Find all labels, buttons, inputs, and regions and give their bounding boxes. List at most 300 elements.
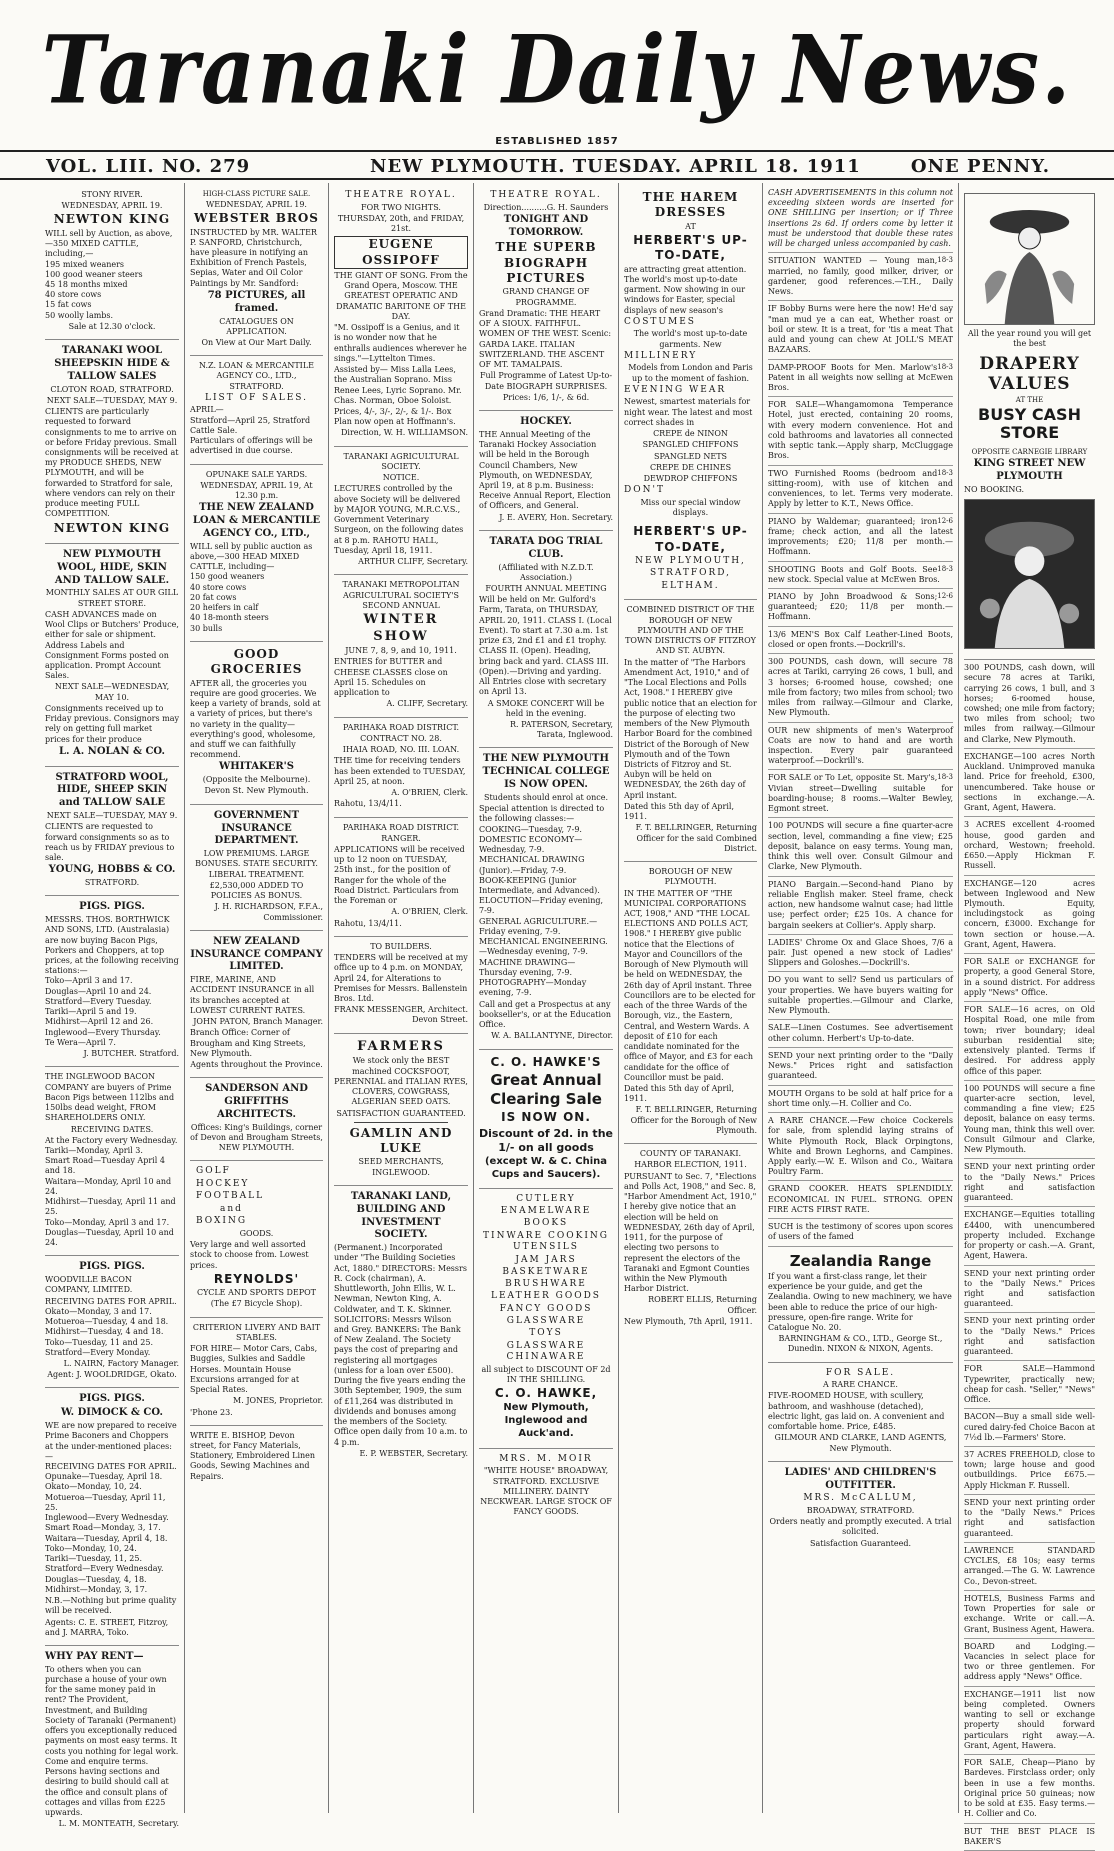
ad-signature: M. JONES, Proprietor.: [233, 1396, 323, 1406]
page-columns: [40, 183, 1100, 1846]
ad-body-2: Consignments received up to Friday previous. Consignors may rely on getting full market prices for their produce: [45, 703, 179, 744]
ad-title: PIGS. PIGS.: [79, 1393, 145, 1405]
ad-biograph: [479, 185, 613, 411]
volume-number: VOL. LIII. NO. 279: [46, 156, 251, 177]
ad-title: WHY PAY RENT—: [45, 1650, 144, 1662]
newspaper-title: Taranaki Daily News.: [41, 14, 1073, 125]
ad-title: TARANAKI AGRICULTURAL SOCIETY.: [343, 451, 459, 471]
ad-title: OPUNAKE SALE YARDS.: [205, 469, 308, 479]
ad-places: New Plymouth, Inglewood and Auck'and.: [503, 1402, 589, 1439]
ad-advertiser: C. O. HAWKE,: [494, 1386, 598, 1401]
ad-date: Rahotu, 13/4/11.: [334, 799, 402, 809]
ad-title: PIGS. PIGS.: [79, 901, 145, 913]
ad-zealandia-range: [768, 1247, 953, 1363]
ad-place: CLOTON ROAD, STRATFORD.: [50, 384, 174, 394]
classified-ad: [964, 1824, 1095, 1851]
ad-headline: Great Annual Clearing Sale: [490, 1070, 602, 1109]
ad-subtitle: GRAND CHANGE OF PROGRAMME.: [502, 287, 590, 307]
classified-ad: [964, 1495, 1095, 1543]
ad-text: PIANO by Waldemar; guaranteed; iron frame; check action, and all the latest improvements; £20; 11/8 per month.—Hoffmann.: [768, 516, 953, 557]
branch-place: NEW PLYMOUTH,: [635, 555, 746, 566]
ad-body: FIVE-ROOMED HOUSE, with scullery, bathroom, and washhouse (detached), electric light, gas laid on. A convenient and comfortable home. Price, £485.: [768, 1391, 945, 1432]
ad-meeting: FOURTH ANNUAL MEETING: [485, 583, 607, 593]
ad-subtitle: SEED MERCHANTS, INGLEWOOD.: [358, 1157, 444, 1177]
ad-headline: Zealandia Range: [789, 1251, 932, 1270]
ad-headline: WINTER SHOW: [363, 611, 439, 644]
classified-ad: [768, 654, 953, 722]
classified-ad: [964, 1207, 1095, 1265]
ad-title: N.Z. LOAN & MERCANTILE AGENCY CO., LTD., STRATFORD.: [199, 361, 314, 391]
ad-text: PIANO Bargain.—Second-hand Piano by reliable English maker. Steel frame, check action, new handsome walnut case; had little use; perfect order; £25 10s. A chance for bargain seekers at Collier's. Apply sharp.: [768, 879, 953, 930]
ad-at: AT: [685, 221, 696, 231]
ad-body: Offices: King's Buildings, corner of Devon and Brougham Streets, NEW PLYMOUTH.: [190, 1122, 323, 1153]
ad-text: FOR SALE or To Let, opposite St. Mary's, Vivian street—Dwelling suitable for boarding-house; 8 rooms.—Walter Bewley, Egmont street.: [768, 773, 953, 814]
ad-signature: ROBERT ELLIS, Returning Officer.: [648, 1295, 757, 1315]
ad-place: (The £7 Bicycle Shop).: [210, 1299, 303, 1309]
fabric-item: SPANGLED CHIFFONS: [642, 440, 739, 450]
ad-signature: Direction, W. H. WILLIAMSON.: [340, 428, 468, 438]
ad-county-election: [624, 1144, 757, 1334]
ad-date: THURSDAY, 20th, and FRIDAY, 21st.: [337, 213, 465, 233]
ad-guarantee: Satisfaction Guaranteed.: [809, 1538, 912, 1548]
ad-text: GRAND COOKER. HEATS SPLENDIDLY. ECONOMICAL IN FUEL. STRONG. OPEN FIRE ACTS FIRST RATE.: [768, 1184, 953, 1214]
ad-hockey: [479, 411, 613, 531]
ad-text: DAMP-PROOF Boots for Men. Marlow's Patent in all weights now selling at McEwen Bros.: [768, 362, 953, 392]
ad-bishop: [190, 1426, 323, 1489]
goods-line: BOOKS: [523, 1218, 569, 1229]
classified-ad: [964, 954, 1095, 1002]
classified-ad: [768, 877, 953, 935]
ad-inglewood-bacon: [45, 1067, 179, 1256]
ad-body: Very large and well assorted stock to choose from. Lowest prices.: [190, 1240, 309, 1270]
classified-ad: [964, 876, 1095, 955]
ad-advertiser: WHITAKER'S: [219, 761, 294, 773]
ad-note: Sale at 12.30 o'clock.: [68, 321, 156, 331]
ad-stratford-wool: [45, 767, 179, 897]
ad-opunake-yards: [190, 465, 323, 642]
ad-body: THE INGLEWOOD BACON COMPANY are buyers of Prime Bacon Pigs between 112lbs and 150lbs dead weight, FROM SHAREHOLDERS ONLY.: [45, 1072, 175, 1123]
ad-ossipoff: [334, 185, 468, 447]
ad-parihaka-contract: [334, 718, 468, 818]
classified-ad: [964, 749, 1095, 817]
ad-headline: FARMERS: [357, 1038, 445, 1054]
ad-architects: [190, 1078, 323, 1161]
fabric-item: CREPE de NINON: [653, 429, 728, 439]
ad-body: CLIENTS are requested to forward consignments so as to reach us by FRIDAY previous to sale.: [45, 822, 175, 862]
ad-agents: Agents: C. E. STREET, Fitzroy, and J. MARRA, Toko.: [45, 1617, 169, 1637]
ad-subtitle: GOODS.: [239, 1228, 274, 1238]
classified-ad: [964, 1639, 1095, 1687]
ad-signature: F. T. BELLRINGER, Returning Officer for the Borough of New Plymouth.: [630, 1105, 757, 1135]
column-3: [329, 183, 474, 1813]
ad-date: New Plymouth, 7th April, 1911.: [624, 1316, 753, 1326]
ad-section: EVENING WEAR: [624, 384, 727, 395]
ad-advertiser: GAMLIN AND LUKE: [349, 1125, 453, 1156]
ad-text: EXCHANGE—1911 list now being completed. Owners wanting to sell or exchange property should forward particulars right away.—A. Grant, Agent, Hawera.: [964, 1689, 1095, 1750]
sport-word: GOLF: [196, 1166, 231, 1177]
ad-next-sale: NEXT SALE—TUESDAY, MAY 9.: [46, 811, 178, 821]
classified-ad: [768, 253, 953, 301]
ad-text: SEND your next printing order to the "Daily News." Prices right and satisfaction guaranteed.: [768, 1050, 953, 1081]
ad-body: PURSUANT to Sec. 7, "Elections and Polls Act, 1908," and Sec. 8, "Harbor Amendment Act, 1910," I hereby give notice that an election will be held on WEDNESDAY, 26th day of April, 1911, for the purpose of electing two persons to represent the electors of the Taranaki and Egmont Counties within the New Plymouth Harbor District.: [624, 1171, 757, 1294]
ad-body: WOODVILLE BACON COMPANY, LIMITED.: [45, 1275, 133, 1295]
classified-ad: [964, 1591, 1095, 1639]
ad-text: 300 POUNDS, cash down, will secure 78 acres at Tariki, carrying 26 cows, 1 bull, and 3 horses; 6-roomed house, cowshed; one mile from factory; two miles from school; two miles from railway.—Gilmour and Clarke, New Plymouth.: [964, 663, 1095, 744]
ad-parihaka-ranger: [334, 818, 468, 937]
ad-date: WEDNESDAY, APRIL 19, At 12.30 p.m.: [200, 480, 313, 501]
column-7: [959, 183, 1100, 1846]
ad-text: SEND your next printing order to the "Daily News." Prices right and satisfaction guaranteed.: [964, 1316, 1095, 1357]
ad-place: Devon St. New Plymouth.: [204, 786, 309, 796]
ad-title: HIGH-CLASS PICTURE SALE.: [202, 190, 311, 198]
classified-ad: [768, 514, 953, 562]
ad-text: BACON—Buy a small side well-cured dairy-fed Choice Bacon at 7½d lb.—Farmers' Store.: [964, 1412, 1095, 1442]
ad-body: WILL sell by Auction, as above,—350 MIXED CATTLE, including,— 195 mixed weaners 100 good weaner steers 45 18 months mixed 40 store cows 15 fat cows 50 woolly lambs.: [45, 228, 173, 320]
ad-catalogue: CATALOGUES ON APPLICATION.: [219, 316, 294, 336]
ad-agri-society: [334, 447, 468, 576]
ad-subtitle: MONTHLY SALES AT OUR GILL STREET STORE.: [45, 588, 179, 608]
ad-code: 12-6: [937, 591, 953, 600]
ad-borthwick-pigs: [45, 896, 179, 1067]
fabric-item: SPANGLED NETS: [653, 451, 728, 461]
ad-title: GOVERNMENT INSURANCE DEPARTMENT.: [213, 809, 300, 847]
ad-body: Will be held on Mr. Gulford's Farm, Tarata, on THURSDAY, APRIL 20, 1911. CLASS I. (Local Event). To start at 7.30 a.m. 1st prize £3, 2nd £1 and £1 trophy. CLASS II. (Open). Heading, bring back and yard. CLASS III. (Open).—Driving and yarding. All Entries close with secretary on April 13.: [479, 595, 612, 697]
masthead: [0, 0, 1114, 150]
goods-line: GLASSWARE CHINAWARE: [506, 1340, 586, 1363]
ad-nz-insurance: [190, 931, 323, 1079]
classified-ad: [964, 1361, 1095, 1409]
goods-line: TOYS: [529, 1328, 563, 1339]
ad-outfitter: [768, 1462, 953, 1556]
ad-text: 300 POUNDS, cash down, will secure 78 acres at Tariki, carrying 26 cows, 1 bull, and 3 horses; 6-roomed house, cowshed; one mile from factory; two miles from school; two miles from railway.—Gilmour and Clarke, New Plymouth.: [768, 657, 953, 718]
ad-bonus: £2,530,000 ADDED TO POLICIES AS BONUS.: [209, 880, 304, 901]
ad-advertiser: YOUNG, HOBBS & CO.: [48, 864, 176, 876]
ad-body: THE time for receiving tenders has been extended to TUESDAY, April 25, at noon.: [334, 756, 466, 786]
ad-body: TENDERS will be received at my office up to 4 p.m. on MONDAY, April 24, for Alterations to Premises for Messrs. Ballenstein Bros. Ltd.: [334, 953, 468, 1004]
ad-subtitle: CONTRACT NO. 28.: [360, 733, 442, 743]
classified-ad: [768, 1181, 953, 1219]
ad-text: SHOOTING Boots and Golf Boots. See new stock. Special value at McEwen Bros.: [768, 564, 940, 584]
ad-text: HOTELS, Business Farms and Town Properties for sale or exchange. Write or call.—A. Grant, Business Agent, Hawera.: [964, 1593, 1095, 1634]
sport-word: FOOTBALL: [196, 1191, 265, 1202]
ad-signature: A. O'BRIEN, Clerk.: [391, 907, 468, 917]
ad-text: OUR new shipments of men's Waterproof Coats are now to hand and are worth inspection. Every pair guaranteed waterproof.—Dockrill's.: [768, 725, 953, 766]
ad-body: APRIL— Stratford—April 25, Stratford Cattle Sale. Particulars of offerings will be advertised in due course.: [190, 405, 313, 456]
ad-code: 18-3: [937, 256, 953, 265]
ad-body: To others when you can purchase a house of your own for the same money paid in rent? The Provident, Investment, and Building Society of Taranaki (Permanent) offers you exceptionally reduced payments on most easy terms. It costs you nothing for legal work. Come and enquire terms. Persons having sections and desiring to build should call at the office and consult plans of cottages and villas from £225 upwards.: [45, 1664, 179, 1818]
column-5: [619, 183, 763, 1813]
classified-ad: [964, 1266, 1095, 1314]
ad-title: CRITERION LIVERY AND BAIT STABLES.: [192, 1322, 321, 1342]
ad-technical-college: [479, 748, 613, 1049]
classified-ad: [964, 1409, 1095, 1447]
ad-subtitle: RECEIVING DATES.: [70, 1124, 154, 1134]
ad-miss: Miss our special window displays.: [640, 497, 741, 517]
ad-text: SITUATION WANTED — Young man, married, no family, good milker, driver, or gardener, good references.—T.H., Daily News.: [768, 256, 953, 297]
ad-guarantee: SATISFACTION GUARANTEED.: [336, 1108, 466, 1118]
ad-body: APPLICATIONS will be received up to 12 noon on TUESDAY, 25th inst., for the position of Ranger for the whole of the Road District. Particulars from the Foreman or: [334, 844, 465, 906]
ad-title: TO BUILDERS.: [370, 941, 432, 951]
ad-office: Branch Office: Corner of Brougham and King Streets, New Plymouth.: [190, 1028, 306, 1058]
ad-title: TARANAKI METROPOLITAN AGRICULTURAL SOCIETY'S SECOND ANNUAL: [342, 580, 460, 610]
divider: [354, 1122, 448, 1123]
ad-good-groceries: [190, 642, 323, 805]
ad-body: "WHITE HOUSE" BROADWAY, STRATFORD. EXCLUSIVE MILLINERY. DAINTY NECKWEAR. LARGE STOCK OF FANCY GOODS.: [480, 1466, 612, 1517]
classified-ad: [768, 1048, 953, 1086]
classified-ad: [768, 301, 953, 359]
ad-body: FOR HIRE— Motor Cars, Cabs, Buggies, Sulkies and Saddle Horses. Mountain House Excursions arranged for at Special Rates.: [190, 1344, 318, 1395]
ad-title: HOCKEY.: [520, 416, 572, 427]
ad-title: PARIHAKA ROAD DISTRICT.: [342, 822, 460, 832]
ad-phone: 'Phone 23.: [190, 1407, 233, 1417]
ad-text: SUCH is the testimony of scores upon scores of users of the famed: [768, 1222, 953, 1242]
ad-text: SEND your next printing order to the "Daily News." Prices right and satisfaction guaranteed.: [964, 1268, 1095, 1309]
goods-line: JAM JARS: [515, 1254, 577, 1265]
goods-line: LEATHER GOODS: [491, 1291, 601, 1302]
classified-ad: [964, 1447, 1095, 1495]
classified-ad: [768, 397, 953, 465]
established-line: ESTABLISHED 1857: [495, 136, 619, 147]
ad-dont: DON'T: [624, 485, 665, 496]
ad-code: 18-3: [937, 468, 953, 477]
ad-body-2: The world's most up-to-date garments. New: [633, 329, 748, 349]
ad-signature: J. H. RICHARDSON, F.F.A., Commissioner.: [214, 902, 323, 922]
cash-ad-rates: CASH ADVERTISEMENTS in this column not exceeding sixteen words are inserted for ONE SHILLING per insertion; or if Three insertions 2s 6d. If orders come by letter it must be understood that double these rates will be charged unless accompanied by cash.: [768, 185, 953, 253]
ad-text: TWO Furnished Rooms (bedroom and sitting-room), with use of kitchen and conveniences, to let. Terms very moderate. Apply by letter to K.T., News Office.: [768, 468, 953, 509]
ad-subtitle: HARBOR ELECTION, 1911.: [634, 1160, 747, 1170]
classified-list: [964, 660, 1095, 1851]
ad-opposite: OPPOSITE CARNEGIE LIBRARY: [971, 448, 1088, 457]
ad-body-4: Newest, smartest materials for night wear. The latest and most correct shades in: [624, 397, 753, 427]
ad-body: LECTURES controlled by the above Society will be delivered by MAJOR YOUNG, M.R.C.V.S., Government Veterinary Surgeon, on the following dates at 8 p.m. RAHOTU HALL, Tuesday, April 18, 1911.: [334, 484, 464, 555]
ad-body: AFTER all, the groceries you require are good groceries. We keep a variety of brands, sold at a variety of prices, but there's no variety in the quality—everything's good, wholesome, and stuff we can faithfully recommend.: [190, 678, 321, 760]
ad-date: WEDNESDAY, APRIL 19.: [206, 199, 307, 209]
ad-body: If you want a first-class range, let their experience be your guide, and get the Zealandia. Owing to new machinery, we have been able to reduce the price of our high-pressure, open-fire range. Write for Catalogue No. 20.: [768, 1271, 952, 1332]
ad-woodville-bacon: [45, 1256, 179, 1388]
ad-store-name: BUSY CASH STORE: [978, 404, 1081, 442]
ad-text: EXCHANGE—Equities totalling £4400, with unencumbered property included. Exchange for property or cash.—A. Grant, Agent, Hawera.: [964, 1210, 1095, 1261]
ad-road: IHAIA ROAD, NO. III. LOAN.: [342, 745, 460, 755]
classified-ad: [768, 360, 953, 398]
ad-text: IF Bobby Burns were here the now! He'd say "man mud ye a can eat, Whether roast or boil or stew. It is a treat, for 'tis a meat That auld and young can chew At JOLL'S MEAT BAZAARS.: [768, 304, 953, 355]
ad-title: PARIHAKA ROAD DISTRICT.: [342, 722, 460, 732]
ad-text: LADIES' Chrome Ox and Glace Shoes, 7/6 a pair. Just opened a new stock of Ladies' Slippers and Goloshes.—Dockrill's.: [768, 937, 953, 968]
classified-ad: [964, 817, 1095, 875]
ad-discount: all subject to DISCOUNT OF 2d IN THE SHILLING.: [481, 1364, 611, 1384]
price: ONE PENNY.: [910, 156, 1050, 177]
ad-text: 100 POUNDS will secure a fine quarter-acre section, level, commanding a fine view; £25 deposit, balance on easy terms. Young man, think this well over. Consult Gilmour and Clarke, New Plymouth.: [964, 1083, 1095, 1155]
ad-body: We stock only the BEST machined COCKSFOOT, PERENNIAL and ITALIAN RYES, CLOVERS, COWGRASS, ALGERIAN SEED OATS.: [334, 1056, 468, 1107]
ad-prices: Prices, 4/-, 3/-, 2/-, & 1/-. Box Plan now open at Hoffmann's.: [334, 406, 456, 427]
ad-advertiser: WEBSTER BROS: [194, 211, 319, 226]
ad-advertiser: HERBERT'S UP-TO-DATE,: [633, 232, 748, 263]
ad-busy-cash-store: [964, 185, 1095, 660]
ad-farmers-seed: [334, 1034, 468, 1186]
ad-signature: A. CLIFF, Secretary.: [386, 699, 468, 709]
ad-programme: Full Programme of Latest Up-to-Date BIOGRAPH SURPRISES.: [479, 371, 613, 391]
ad-title: TARANAKI WOOL SHEEPSKIN HIDE & TALLOW SALES: [54, 345, 170, 382]
ad-body: WILL sell by public auction as above,—300 HEAD MIXED CATTLE, including— 150 good weaners 40 store cows 20 fat cows 20 heifers in calf 40 18-month steers 30 bulls: [190, 541, 313, 633]
ad-text: SEND your next printing order to the "Daily News." Prices right and satisfaction guaranteed.: [964, 1162, 1095, 1203]
ad-text: FOR SALE or EXCHANGE for property, a good General Store, in a sound district. For address apply "News" Office.: [964, 957, 1095, 997]
ad-text: FOR SALE, Cheap—Piano by Bardeves. Firstclass order; only been in use a few months. Original price 50 guineas; now to be sold at £35. Easy terms.—H. Collier and Co.: [964, 1758, 1095, 1819]
ad-signature: J. E. AVERY, Hon. Secretary.: [499, 512, 613, 522]
classified-ad: [964, 1543, 1095, 1591]
ad-text: EXCHANGE—120 acres between Inglewood and New Plymouth. Equity, includingstock as going concern, £3000. Exchange for town section or house.—A. Grant, Agent, Hawera.: [964, 878, 1095, 949]
ad-signature: JOHN PATON, Branch Manager.: [193, 1017, 323, 1027]
classified-ad: [964, 1687, 1095, 1755]
ad-text: BUT THE BEST PLACE IS BAKER'S: [964, 1826, 1095, 1846]
ad-quote: "M. Ossipoff is a Genius, and it is no wonder now that he enthralls audiences wherever he sings."—Lyttelton Times.: [334, 323, 467, 363]
classified-ad: [964, 660, 1095, 749]
ad-body: WE are now prepared to receive Prime Baconers and Choppers at the under-mentioned places:— RECEIVING DATES FOR APRIL. Opunake—Tuesday, April 18. Okato—Monday, 10, 24. Motueroa—Tuesday, April 11, 25. Inglewood—Every Wednesday. Smart Road—Monday, 3, 17. Waitara—Tuesday, April 4, 18. Toko—Monday, 10, 24. Tariki—Tuesday, 11, 25. Stratford—Every Wednesday. Douglas—Tuesday, 4, 18. Midhirst—Monday, 3, 17.: [45, 1421, 177, 1594]
ad-title: THEATRE ROYAL.: [490, 190, 602, 200]
ad-code: 18-3: [937, 564, 953, 573]
ad-to-builders: [334, 937, 468, 1034]
ad-house-sale: [768, 1363, 953, 1462]
ad-borough-election: [624, 862, 757, 1144]
ad-code: 18-3: [937, 362, 953, 371]
classified-ad: [768, 1020, 953, 1047]
ad-body: MESSRS. THOS. BORTHWICK AND SONS, LTD. (Australasia) are now buying Bacon Pigs, Porkers and Choppers, at top prices, at the following receiving stations:— Toko—April 3 and 17. Douglas—April 10 and 24. Stratford—Every Tuesday. Tariki—April 5 and 19. Midhirst—April 12 and 26. Inglewood—Every Thursday. Te Wera—April 7.: [45, 915, 179, 1047]
ad-signature: FRANK MESSENGER, Architect. Devon Street.: [334, 1005, 468, 1025]
ad-body: Grand Dramatic: THE HEART OF A SIOUX. FAITHFUL. WOMEN OF THE WEST. Scenic: GARDA LAKE. ITALIAN SWITZERLAND. THE ASCENT OF MT. TAMALPAIS.: [479, 308, 612, 370]
ad-headline: DRAPERY VALUES: [979, 354, 1080, 395]
ad-smoke: A SMOKE CONCERT Will be held in the evening.: [487, 698, 605, 718]
ad-direction: Direction..........G. H. Saunders: [483, 202, 609, 212]
ad-place: STRATFORD.: [84, 878, 140, 888]
ad-prices: Prices: 1/6, 1/-, & 6d.: [502, 392, 590, 402]
ad-reynolds-sports: [190, 1161, 323, 1317]
ad-exception: (except W. & C. China Cups and Saucers).: [484, 1155, 607, 1180]
ad-next-sale: NEXT SALE—TUESDAY, MAY 9.: [46, 395, 178, 405]
classified-ad: [768, 723, 953, 771]
ad-title: GOOD GROCERIES: [210, 646, 303, 677]
ad-body: (Permanent.) Incorporated under "The Building Societies Act, 1880." DIRECTORS: Messrs R. Cock (chairman), A. Shuttleworth, John Ellis, W. L. Newman, Newton King, A. Coldwater, and T. K. Skinner. SOLICITORS: Messrs Wilson and Grey. BANKERS: The Bank of New Zealand. The Society pays the cost of preparing and registering all mortgages (unless for a loan over £500). During the five years ending the 30th September, 1909, the sum of £11,264 was distributed in dividends and bonuses among the members of the Society. Office open daily from 10 a.m. to 4 p.m.: [334, 1243, 468, 1447]
ad-subtitle: A RARE CHANCE.: [823, 1380, 898, 1390]
ad-title: THE HAREM DRESSES: [642, 190, 739, 220]
ad-signature: GILMOUR AND CLARKE, LAND AGENTS, New Plymouth.: [774, 1433, 947, 1453]
goods-line: CUTLERY ENAMELWARE: [500, 1194, 592, 1216]
ad-stony-river: [45, 185, 179, 340]
ad-signature: L. NAIRN, Factory Manager.: [63, 1359, 179, 1368]
ad-body: Special attention is directed to the following classes:— COOKING—Tuesday, 7-9. DOMESTIC ECONOMY—Wednesday, 7-9. MECHANICAL DRAWING (Junior).—Friday, 7-9. BOOK-KEEPING (Junior Intermediate, and Advanced). ELOCUTION—Friday evening, 7-9. GENERAL AGRICULTURE.—Friday evening, 7-9. MECHANICAL ENGINEERING.—Wednesday evening, 7-9. MACHINE DRAWING—Thursday evening, 7-9. PHOTOGRAPHY—Monday evening, 7-9.: [479, 804, 608, 998]
ad-dates: RECEIVING DATES FOR APRIL. Okato—Monday, 3 and 17. Motueroa—Tuesday, 4 and 18. Midhirst—Tuesday, 4 and 18. Toko—Tuesday, 11 and 25. Stratford—Every Monday.: [45, 1296, 177, 1357]
ad-address: KING STREET NEW PLYMOUTH: [973, 458, 1086, 483]
ad-body: WRITE E. BISHOP, Devon street, for Fancy Materials, Stationery, Embroidered Linen Goods, Sewing Machines and Repairs.: [190, 1430, 316, 1481]
sport-word: BOXING: [196, 1216, 248, 1227]
ad-text: 100 POUNDS will secure a fine quarter-acre section, level, commanding a fine view; £25 deposit, balance on easy terms. Young man, think this well over. Consult Gilmour and Clarke, New Plymouth.: [768, 821, 953, 872]
ad-intro: All the year round you will get the best: [967, 329, 1092, 349]
classified-ad: [768, 589, 953, 627]
ad-advertiser: MRS. M. MOIR: [499, 1453, 593, 1464]
classified-ad: [964, 1002, 1095, 1081]
ad-title: STRATFORD WOOL, HIDE, SHEEP SKIN and TALLOW SALE: [55, 771, 169, 809]
ad-advertiser: THE NEW ZEALAND LOAN & MERCANTILE AGENCY CO., LTD.,: [192, 502, 321, 539]
classified-ad: [768, 627, 953, 654]
ad-at: AT THE: [1015, 395, 1044, 404]
ad-code: 12-6: [937, 516, 953, 525]
branch-place: ELTHAM.: [661, 580, 720, 591]
place-date: NEW PLYMOUTH. TUESDAY. APRIL 18. 1911: [370, 156, 861, 177]
ad-text: DO you want to sell? Send us particulars of your properties. We have buyers waiting for suitable properties.—Gilmour and Clarke, New Plymouth.: [768, 975, 953, 1016]
ad-text: 3 ACRES excellent 4-roomed house, good garden and orchard, Westown; freehold. £650.—Apply Hickman F. Russell.: [964, 820, 1095, 871]
ad-dimock-pigs: [45, 1388, 179, 1646]
ad-subtitle: RANGER.: [381, 833, 421, 843]
ad-text: LAWRENCE STANDARD CYCLES, £8 10s; easy terms arranged.—The G. W. Lawrence Co., Devon-street.: [964, 1545, 1095, 1586]
ad-title: SANDERSON AND GRIFFITHS ARCHITECTS.: [205, 1083, 308, 1120]
ad-headline: THE SUPERB BIOGRAPH PICTURES: [495, 240, 597, 286]
ad-subtitle: LIST OF SALES.: [205, 392, 308, 403]
ad-body: are attracting great attention. The world's most up-to-date garment. Now showing in our windows for Easter, special displays of new season's: [624, 264, 747, 315]
branch-place: STRATFORD,: [649, 568, 732, 579]
woman-illustration: [964, 193, 1095, 325]
ad-body: In the matter of "The Harbors Amendment Act, 1910," and of "The Local Elections and Polls Act, 1908." I HEREBY give public notice that an election for the purpose of electing two members of the New Plymouth Harbor Board for the combined District of the Borough of New Plymouth and of the Town Districts of Fitzroy and St. Aubyn will be held on WEDNESDAY, the 26th day of April instant.: [624, 657, 757, 800]
ad-date: Dated this 5th day of April, 1911.: [624, 1084, 735, 1104]
ad-count: 78 PICTURES, all framed.: [207, 289, 306, 314]
classified-ad: [768, 972, 953, 1020]
ad-picture-sale: [190, 185, 323, 356]
classified-ad: [768, 770, 953, 818]
ad-signature: ARTHUR CLIFF, Secretary.: [358, 557, 468, 567]
ad-place: BROADWAY, STRATFORD.: [806, 1505, 915, 1515]
ad-subtitle: (Affiliated with N.Z.D.T. Association.): [498, 562, 594, 582]
ad-performer: EUGENE OSSIPOFF: [334, 236, 468, 269]
ad-note: N.B.—Nothing but prime quality will be received.: [45, 1596, 177, 1616]
ad-advertiser: W. DIMOCK & CO.: [61, 1407, 163, 1419]
ad-harbor-election-notice: [624, 600, 757, 862]
ad-body-3: Models from London and Paris up to the moment of fashion.: [628, 363, 753, 383]
ad-hawke-goods: [479, 1189, 613, 1448]
column-1: [40, 183, 185, 1829]
ad-signature: W. A. BALLANTYNE, Director.: [491, 1031, 613, 1041]
classified-ad: [964, 1313, 1095, 1361]
classified-list: [768, 253, 953, 1246]
ad-text: BOARD and Lodging.—Vacancies in select place for two or three gentlemen. For address apply "News" Office.: [964, 1641, 1095, 1682]
ad-when: TONIGHT AND TOMORROW.: [503, 213, 589, 238]
ad-section: MILLINERY: [624, 350, 698, 361]
classified-ad: [768, 562, 953, 589]
classified-ad: [964, 1159, 1095, 1207]
ad-title: BOROUGH OF NEW PLYMOUTH.: [648, 867, 733, 887]
ad-signature: A. O'BRIEN, Clerk.: [391, 788, 468, 798]
ad-text: FOR SALE—Whangamomona Temperance Hotel, just erected, containing 20 rooms, with every modern convenience. Hot and cold bathrooms and lavatories all connected with septic tank.—Apply sharp, McCluggage Bros.: [768, 400, 953, 461]
ad-title: COMBINED DISTRICT OF THE BOROUGH OF NEW PLYMOUTH AND OF THE TOWN DISTRICTS OF FITZROY AND ST. AUBYN.: [625, 605, 756, 656]
ad-why-pay-rent: [45, 1646, 179, 1837]
ad-advertiser: MRS. McCALLUM,: [803, 1493, 918, 1504]
ad-advertiser: L. A. NOLAN & CO.: [58, 745, 166, 757]
ad-signature: E. P. WEBSTER, Secretary.: [359, 1448, 468, 1458]
ad-np-wool-sale: [45, 544, 179, 767]
ad-moir: [479, 1449, 613, 1525]
dateline: [0, 150, 1114, 180]
ad-view: On View at Our Mart Daily.: [201, 338, 312, 348]
ad-text: SALE—Linen Costumes. See advertisement other column. Herbert's Up-to-date.: [768, 1023, 953, 1043]
ad-advertiser: C. O. HAWKE'S: [490, 1054, 602, 1069]
ad-text: PIANO by John Broadwood & Sons; guaranteed; £20; 11/8 per month.—Hoffmann.: [768, 591, 953, 622]
ad-body: Orders neatly and promptly executed. A trial solicited.: [769, 1517, 952, 1537]
ad-next-sale: NEXT SALE—WEDNESDAY, MAY 10.: [54, 682, 170, 702]
column-6: [763, 183, 959, 1813]
ad-date: Rahotu, 13/4/11.: [334, 918, 402, 928]
ad-winter-show: [334, 575, 468, 717]
ad-title: TARANAKI LAND, BUILDING AND INVESTMENT SOCIETY.: [350, 1190, 452, 1241]
column-2: [185, 183, 329, 1813]
goods-line: BASKETWARE BRUSHWARE: [502, 1267, 590, 1289]
ad-subtitle: FOR TWO NIGHTS.: [361, 202, 441, 212]
ad-call: Call and get a Prospectus at any bookseller's, or at the Education Office.: [479, 999, 611, 1030]
ad-signature: F. T. BELLRINGER, Returning Officer for the said Combined District.: [635, 823, 757, 853]
